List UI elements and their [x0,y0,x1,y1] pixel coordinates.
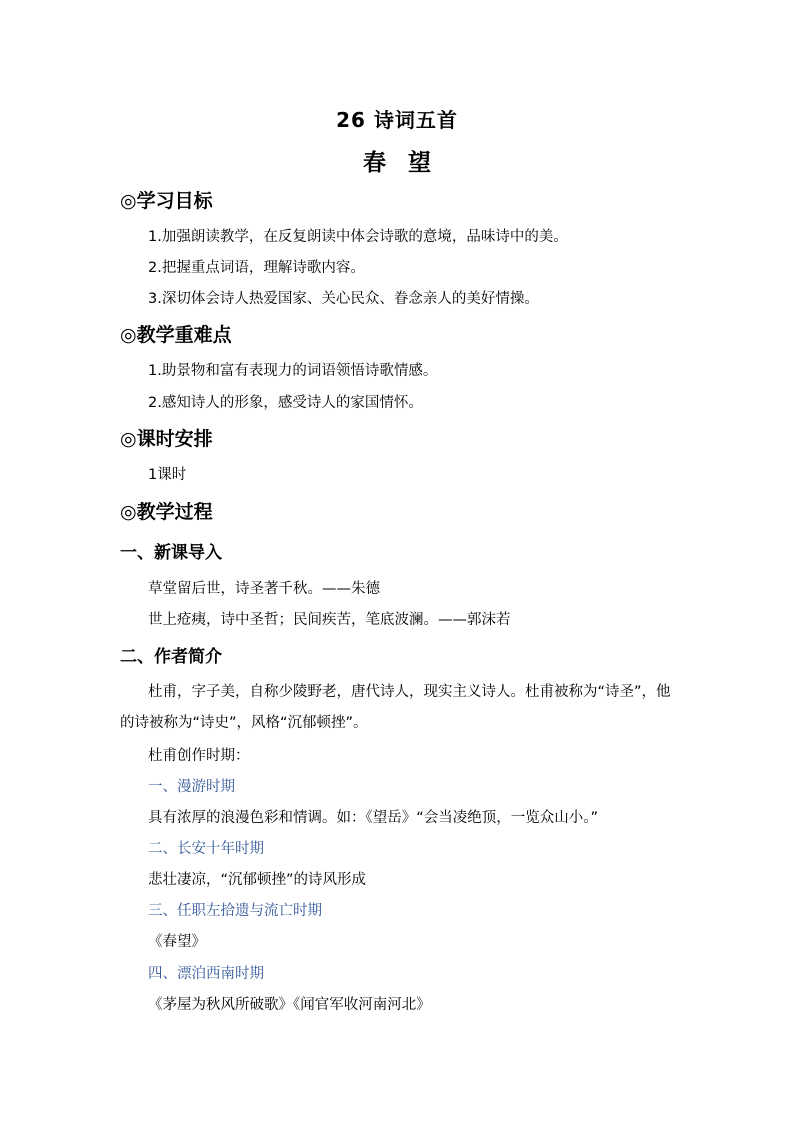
intro-quote-1: 草堂留后世，诗圣著千秋。——朱德 [148,581,380,597]
period-4-name: 四、漂泊西南时期 [148,966,264,982]
period-3-desc: 《春望》 [148,934,206,950]
heading-goals: ◎学习目标 [120,190,213,212]
heading-schedule: ◎课时安排 [120,428,213,450]
poem-title-char-2: 望 [408,150,431,176]
poem-title-char-1: 春 [363,150,386,176]
period-1-name: 一、漫游时期 [148,779,235,795]
goal-item-1: 1.加强朗读教学，在反复朗读中体会诗歌的意境，品味诗中的美。 [148,229,568,245]
author-paragraph: 杜甫，字子美，自称少陵野老，唐代诗人，现实主义诗人。杜甫被称为“诗圣”，他的诗被称为“诗史”，风格“沉郁顿挫”。 [120,684,671,731]
poem-title [0,144,794,177]
key-point-item-2: 2.感知诗人的形象，感受诗人的家国情怀。 [148,395,423,411]
period-1-desc: 具有浓厚的浪漫色彩和情调。如：《望岳》“会当凌绝顶，一览众山小。” [148,810,599,826]
heading-key-points: ◎教学重难点 [120,324,232,346]
intro-quote-2: 世上疮痍，诗中圣哲；民间疾苦，笔底波澜。——郭沫若 [148,612,511,628]
periods-label: 杜甫创作时期： [148,748,250,764]
period-4-desc: 《茅屋为秋风所破歌》《闻官军收河南河北》 [148,997,431,1013]
period-2-desc: 悲壮凄凉，“沉郁顿挫”的诗风形成 [148,872,367,888]
heading-author: 二、作者简介 [120,647,222,667]
lesson-title: 26 诗词五首 [336,108,458,132]
goal-item-2: 2.把握重点词语，理解诗歌内容。 [148,260,365,276]
period-2-name: 二、长安十年时期 [148,841,264,857]
heading-process: ◎教学过程 [120,501,213,523]
period-3-name: 三、任职左拾遗与流亡时期 [148,903,322,919]
heading-intro: 一、新课导入 [120,543,222,563]
goal-item-3: 3.深切体会诗人热爱国家、关心民众、眷念亲人的美好情操。 [148,291,539,307]
key-point-item-1: 1.助景物和富有表现力的词语领悟诗歌情感。 [148,363,438,379]
schedule-text: 1课时 [148,467,187,483]
